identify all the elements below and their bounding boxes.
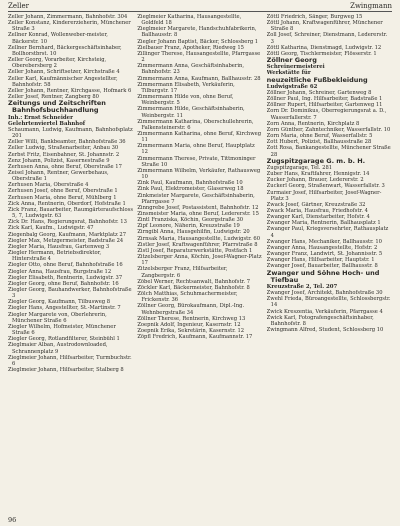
directory-entry: Zeller Georg, Vorarbeiter, Kirchsteig, Oberebersberg 2 [8, 57, 107, 70]
directory-entry: Zinngrebe Josef, Postassistent, Bahnhofstr. 12 [137, 204, 259, 211]
directory-entry: Zuckerl Georg, Straßenwart, Wasserfallstr. 3 [266, 183, 385, 190]
directory-entry: Zerhusen Maria, ohne Beruf, Mühlberg 1 [8, 194, 117, 201]
directory-ad-line: Ludwigstraße 62 [266, 83, 318, 90]
directory-entry: Zwick Kreszentia, Verkäuferin, Pfarrgasse 4 [266, 308, 383, 315]
directory-entry: Zitzelsberger Anna, Köchin, Josef-Wagner-Platz 17 [137, 254, 262, 267]
directory-entry: Ziegler Anna, Hausfrau, Burgstraße 12 [8, 268, 112, 275]
directory-ad-heading: neuzeitliche Fußbekleidung [266, 75, 368, 84]
directory-entry: Zeller Konstanz, Kindererzieherin, Münchener Straße 3 [8, 20, 131, 33]
directory-entry: Zwanger Paul, Kriegsversehrter, Rathausplatz 4 [266, 226, 389, 239]
directory-entry: Ziegenbalg Georg, Kaufmann, Marktplatz 27 [8, 231, 127, 238]
directory-entry: Zenz Johann, Polizist, Kasernestraße 9 [8, 157, 110, 164]
directory-entry: Zipf Leonore, Näherin, Kreuzstraße 19 [137, 223, 240, 230]
directory-entry: Zimmermann Maria, ohne Beruf, Hauptplatz 12 [137, 143, 255, 156]
directory-entry: Zeller Karl, Kaufmännischer Angestellter, Bahnhofstr. 58 [8, 75, 118, 88]
directory-entry: Zöckler Karl, Bäckermeister, Bahnhofstr. 8 [137, 284, 250, 291]
directory-ad-heading: Zwanger und Söhne Hoch- und Tiefbau [266, 268, 380, 284]
directory-entry: Zieglmeier Katharina, Hausangestellte, Goldfeld 18 [137, 14, 242, 27]
directory-entry: Zitzelsberger Franz, Hilfsarbeiter, Zangbergstr. 6 [137, 266, 228, 279]
directory-entry: Zöttl Georg, Tischlermeister, Flösserstr. 1 [266, 50, 377, 57]
directory-entry: Ziegler Hans, Angestellter, St.-Martinstr. 7 [8, 305, 121, 312]
directory-entry: Zieglmaier Alban, Austrodownloaded, Schrannenplatz 9 [8, 342, 108, 355]
directory-entry: Zimmermann Wilhelm, Verkäufer, Rathausweg 10 [137, 167, 261, 181]
running-header-right: Zwingmann [350, 2, 392, 10]
directory-entry: Zöllner Rupert, Hilfsarbeiter, Gartenweg 11 [266, 102, 383, 109]
directory-entry: Zimmermann Katharina, Oberschullehrerin, Falkensteinerstr. 6 [137, 118, 254, 131]
directory-entry: Zurmaier Josef, Hilfsarbeiter, Josef-Wagner-Platz 3 [266, 189, 382, 202]
directory-entry: Zwick Karl, Fotografengeschäftsinhaber, Bahnhofstr. 8 [266, 314, 374, 327]
directory-entry: Zimmermann Therese, Private, Tittmoninger Straße 10 [137, 155, 256, 168]
directory-entry: Zick Franz, Bauarbeiter, Raumgärteraufschloss 5, 7, Ludwigstr. 63 [8, 206, 134, 220]
directory-entry: Zöttl Johann, Kraftwagenführer, Münchener Straße 8 [266, 20, 383, 33]
directory-entry: Ziegler Maria, Hausfrau, Gartenweg 3 [8, 243, 110, 250]
directory-entry: Zerhusen Anna, ohne Beruf, Oberstraße 17 [8, 163, 122, 170]
directory-entry: Zick Anna, Rentnerin, Oberdorf, Hofstraße 1 [8, 200, 126, 207]
directory-entry: Zwack Josef, Gärtner, Kreuzstraße 32 [266, 201, 366, 208]
directory-ad-heading: Zugspitzgarage G. m. b. H. [266, 156, 366, 165]
directory-entry: Zöllner Therese, Rentnerin, Kirchweg 13 [137, 315, 246, 322]
directory-entry: Ziegler Johann Baptist, Bäcker, Schlossberg 1 [137, 38, 259, 45]
directory-entry: Zerbst Fritz, Eisenbahner, St. Johannstr. 2 [8, 151, 120, 158]
directory-entry: Zimmermann Hilde, Geschäftsinhaberin, Weinbergstr. 11 [137, 106, 245, 119]
directory-entry: Zwack Maria, Hausfrau, Friedhofstr. 4 [266, 207, 368, 214]
column-3 [267, 14, 392, 516]
directory-entry: Zerhusen Josef, ohne Beruf, Oberstraße 1 [8, 188, 118, 195]
directory-entry: Zimmermann Hilde von, ohne Beruf, Weinbergstr. 5 [137, 94, 234, 107]
directory-entry: Zöllner Paul, Ing. Hilfsarbeiter, Badstraße 1 [266, 96, 383, 103]
directory-entry: Zellner Bernhard, Bäckergeschäftsinhaber, Bollhorstbrst. 10 [8, 44, 122, 57]
directory-entry: Zink Paul, Kaufmann, Bahnhofstraße 10 [137, 180, 243, 187]
directory-ad-line: Inh.: Ernst Schneider [8, 114, 73, 121]
directory-entry: Zucker Johann, Brauer, Ledererstr. 2 [266, 177, 364, 184]
header-rule [8, 11, 392, 12]
directory-entry: Zoll Josef, Schreiner, Dienstmann, Ledererstr. 3 [266, 32, 388, 45]
directory-entry: Zorn Dr. Dominikus, Oberregierungsrat a. D., Wasserfallerstr. 7 [266, 108, 387, 121]
directory-entry: Ziegler Margarete von, Oberlehrerin, Münchener Straße 6 [8, 311, 107, 324]
directory-columns [8, 14, 392, 516]
column-1 [8, 14, 133, 516]
directory-entry: Zeisel Johann, Rentner, Gewerbehaus, Oberstraße 1 [8, 170, 109, 183]
directory-entry: Zimmermann Anna, Geschäftsinhaberin, Bahnhofstr. 23 [137, 63, 244, 76]
directory-entry: Zeller Johann, Schriftsetzer, Kirchstraße 4 [8, 69, 120, 76]
directory-entry: Zorn Anna, Rentnerin, Kirchplatz 8 [266, 120, 360, 127]
directory-entry: Ziegler Max, Metzgermeister, Badstraße 24 [8, 237, 124, 244]
directory-entry: Zöbel Werner, Rechtsanwalt, Bahnhofstr. 7 [137, 278, 251, 285]
directory-entry: Zeller Johann, Zimmermann, Bahnhofstr. 304 [8, 14, 128, 20]
directory-entry: Zorn Günther, Zahntechniker, Wasserfallstr. 10 [266, 126, 391, 133]
directory-entry: Zeller Josef, Rentner, Zangberg 80 [8, 94, 99, 101]
directory-entry: Zirnsak Maria, Hausangestellte, Ludwigstr. 60 [137, 235, 261, 242]
directory-entry: Zwingmann Alfred, Student, Schlossberg 10 [266, 327, 384, 334]
directory-entry: Zwanger Josef, Bauarbeiter, Ballhausstr. 8 [266, 263, 378, 270]
directory-entry: Ziegler Otto, ohne Beruf, Bahnhofstraße 16 [8, 262, 123, 269]
directory-entry: Zieglmeier Johann, Hilfsarbeiter, Stalberg 8 [8, 367, 124, 373]
directory-entry: Zölch Matthias, Schuhmachermeister, Frickenstr. 36 [137, 291, 238, 304]
directory-entry: Zink Paul, Elektromeister, Glaserweg 18 [137, 186, 244, 193]
directory-entry: Schaumann, Ludwig, Kaufmann, Bahnhofsplatz 201 [8, 126, 133, 140]
directory-entry: Zöttl Friedrich, Sänger, Burgweg 15 [266, 14, 363, 20]
directory-entry: Ziegler Georg, ohne Beruf, Bahnhofstr. 16 [8, 280, 119, 287]
directory-entry: Zinkmeister Margarete, Geschäftsinhaberin, Pfarrgasse 7 [137, 192, 255, 205]
directory-entry: Zoepnik Adolf, Ingenieur, Kasernstr. 12 [137, 321, 241, 328]
directory-entry: Zick Karl, Kaufm., Ludwigstr. 47 [8, 225, 94, 232]
directory-entry: Zieglmeier Johann, Hilfsarbeiter, Turmbuchstr. 6 [8, 354, 132, 367]
directory-entry: Ziegler Georg, Bauhandwerker, Bahnhofstraße 3 [8, 286, 132, 300]
directory-ad-heading: Zeitungs und Zeitschriften Bahnhofsbuchhandlung [8, 99, 106, 115]
directory-entry: Zott Hubert, Polizist, Ballhausstraße 28 [266, 139, 372, 146]
directory-entry: Zieglmeier Margarete, Handschuhfabrikerin, Ballhausstr. 8 [137, 26, 257, 39]
directory-ad-line: Schreinermeisterei [266, 64, 325, 71]
directory-entry: Zeller Johann, Rentner, Kirchgasse, Hofmark 6 [8, 87, 132, 94]
directory-entry: Zimmermann Anna, Kaufmann, Ballhausstr. 28 [137, 75, 261, 82]
running-header-left: Zeller [8, 2, 29, 10]
directory-entry: Zoepnik Erika, Sekretärin, Kasernstr. 12 [137, 327, 245, 334]
directory-entry: Zellner Konrad, Wollenweber-meister, Bäckerstr. 10 [8, 32, 108, 45]
directory-entry: Zimmermann Elisabeth, Verkäuferin, Tilburgstr. 17 [137, 81, 235, 94]
directory-entry: Ziegler Georg, Rotlandfilterer, Steinbühl 1 [8, 336, 120, 343]
directory-entry: Zwanger Josef, Architekt, Bahnhofstraße 30 [266, 290, 383, 297]
directory-entry: Zeller Ludwig, Straßenarbeiter, Anbau 30 [8, 145, 119, 152]
directory-entry: Zöllner Georg, Bürokaufmann, Dipl.-Ing. Wehnbergstraße 34 [137, 303, 245, 316]
directory-ad-line: Werkstätte für [266, 70, 311, 77]
directory-entry: Zwanger Hans, Mechaniker, Ballhausstr. 10 [266, 238, 382, 245]
directory-entry: Ziegler Georg, Kaufmann, Tilbusweg 8 [8, 299, 111, 306]
directory-entry: Zorn Maria, ohne Beruf, Wasserfallstr. 5 [266, 133, 373, 140]
directory-entry: Zwanger Maria, Rentnerin, Ballhausplatz 1 [266, 220, 381, 227]
page-number: 96 [8, 516, 17, 524]
directory-ad-line: Kreuzstraße 2, Tel. 207 [266, 283, 338, 290]
directory-entry: Zwanger Anna, Hausangestellte, Hofstr. 2 [266, 244, 378, 251]
directory-entry: Zistler Josef, Kraftwagenführer, Pfarrstraße 8 [137, 241, 258, 248]
directory-entry: Zick Dr. Hans, Regierungsrat, Bahnhofstr. 13 [8, 219, 127, 226]
directory-entry: Zwanger Franz, Landwirt, St. Johannisstr. 5 [266, 251, 383, 258]
directory-entry: Zeller Willi, Bankbeamter, Bahnhofstraße 36 [8, 139, 126, 146]
directory-entry: Zuber Hans, Kraftfahrer, Hennigstr. 14 [266, 171, 370, 178]
directory-entry: Zöllner Johann, Schreiner, Gartenweg 8 [266, 89, 372, 96]
directory-entry: Zerhusen Maria, Oberstraße 4 [8, 182, 89, 189]
column-2 [137, 14, 262, 516]
directory-entry: Zinsmeister Maria, ohne Beruf, Ledererstr. 15 [137, 211, 259, 217]
directory-entry: Zirngibl Anna, Hausgehilfin, Ludwigstr. 20 [137, 229, 250, 236]
directory-entry: Zott Rosa, Bankangestellte, Münchener Straße 28 [266, 145, 391, 158]
directory-ad-heading: Zöllner Georg [266, 56, 317, 65]
directory-entry: Zwehl Frieda, Büroangestellte, Schlossbergstr. 14 [266, 296, 391, 309]
directory-entry: Zistl Josef, Reparaturwerkstätte, Postfach 1 [137, 247, 253, 254]
directory-entry: Zöttl Katharina, Dienstmagd, Ludwigstr. 12 [266, 44, 382, 51]
directory-entry: Ziegler Wilhelm, Hofmeister, Münchener Straße 6 [8, 323, 116, 337]
directory-entry: Zimmermann Katharina, ohne Beruf, Kirchweg 11 [137, 130, 262, 144]
directory-entry: Zöpfl Fredrich, Kaufmann, Kaufmannstr. 17 [137, 334, 253, 341]
directory-ad-line: Gelehrtenviertel Bahnhof [8, 120, 86, 127]
directory-entry: Ziegler Elisabeth, Rentnerin, Ludwigstr. 37 [8, 274, 123, 281]
directory-entry: Zillinger Therese, Hausangestellte, Pfarrgasse 2 [137, 50, 261, 64]
directory-entry: Zwanger Karl, Dienstarbeiter, Hofstr. 4 [266, 214, 370, 221]
directory-entry: Ziegler Hermann, Betriebsdirektor, Hinterstraße 4 [8, 250, 102, 263]
directory-entry: Zwanger Hans, Hilfsarbeiter, Hauptstr. 1 [266, 257, 375, 264]
directory-entry: Zugspitzgarage, Tel. 281 [266, 164, 333, 171]
directory-entry: Zielbauer Franz, Apotheker, Riedweg 15 [137, 44, 244, 51]
directory-entry: Zintl Franziska, Köchin, Georgstraße 30 [137, 217, 244, 224]
